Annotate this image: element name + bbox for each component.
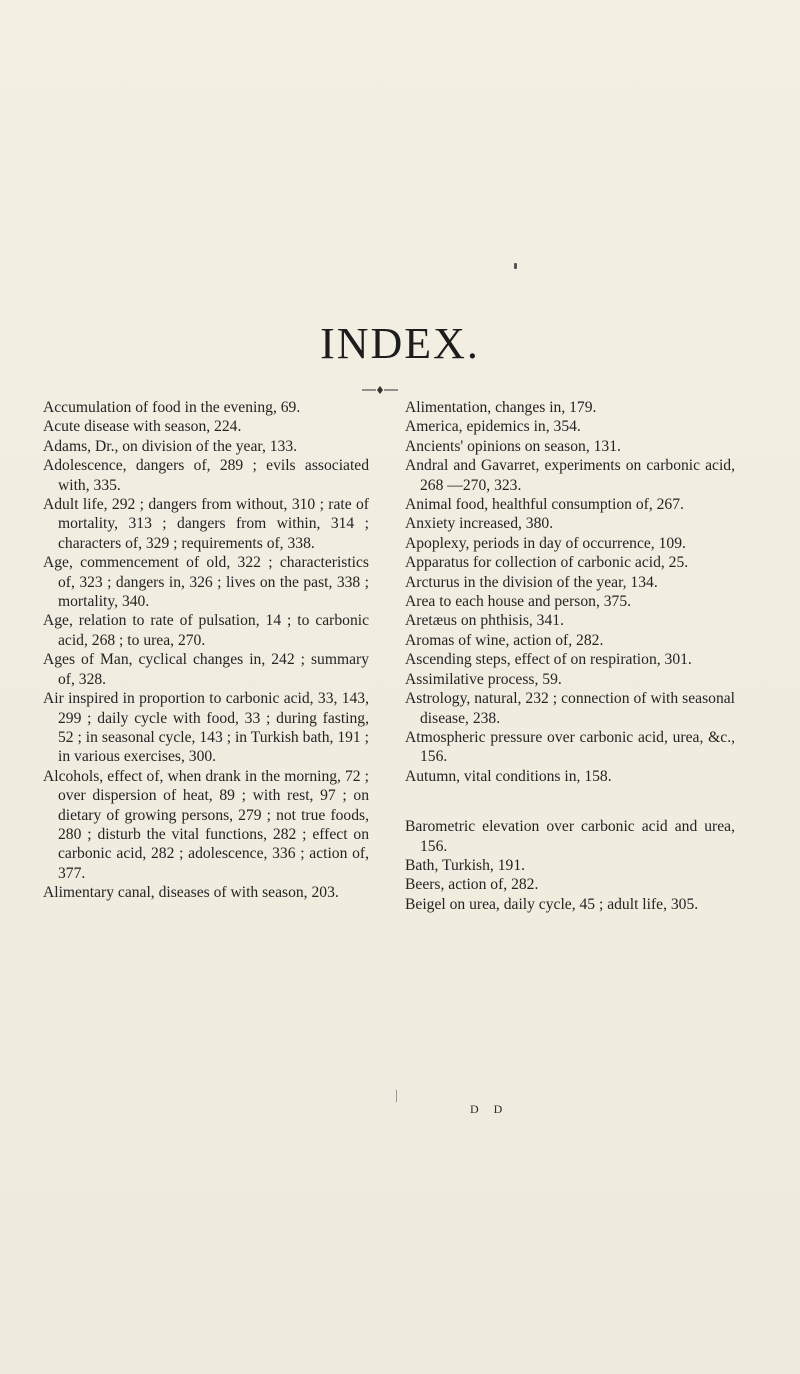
index-entry: Atmospheric pressure over carbonic acid, urea, &c., 156. [405,728,735,766]
index-entry: Ascending steps, effect of on respiration, 301. [405,651,692,669]
index-entry: Acute disease with season, 224. [43,418,242,436]
index-entry: Accumulation of food in the evening, 69. [43,399,301,416]
index-entry: Adams, Dr., on division of the year, 133. [43,437,298,455]
index-entry: Air inspired in proportion to carbonic acid, 33, 143, 299 ; daily cycle with food, 33 ; during fasting, 52 ; in seasonal cycle, 143 ; in Turkish bath, 191 ; in various exercises, 300. [43,690,369,766]
index-entry: Assimilative process, 59. [405,670,562,688]
index-column-left [43,398,369,903]
index-entry: Aretæus on phthisis, 341. [405,612,564,630]
index-entry: Age, commencement of old, 322 ; characteristics of, 323 ; dangers in, 326 ; lives on the past, 338 ; mortality, 340. [43,554,369,611]
index-entry: Adolescence, dangers of, 289 ; evils associated with, 335. [43,457,369,494]
index-entry: Andral and Gavarret, experiments on carbonic acid, 268 —270, 323. [405,457,735,494]
index-entry: Autumn, vital conditions in, 158. [405,767,612,785]
index-entry: Ages of Man, cyclical changes in, 242 ; summary of, 328. [43,651,369,688]
index-entry: America, epidemics in, 354. [405,418,581,436]
index-entry: Alcohols, effect of, when drank in the morning, 72 ; over dispersion of heat, 89 ; with rest, 97 ; on dietary of growing persons, 279 ; not true foods, 280 ; disturb the vital functions, 282 ; effect on carbonic acid, 282 ; adolescence, 336 ; action of, 377. [43,767,369,882]
ink-speck [514,263,517,269]
index-entry: Apoplexy, periods in day of occurrence, 109. [405,534,686,552]
index-entry: Beigel on urea, daily cycle, 45 ; adult life, 305. [405,895,699,913]
index-entry: Barometric elevation over carbonic acid and urea, 156. [405,818,735,855]
letter-section-gap [405,786,735,817]
index-entry: Arcturus in the division of the year, 134. [405,573,658,591]
index-entry: Apparatus for collection of carbonic acid, 25. [405,554,689,572]
index-entry: Aromas of wine, action of, 282. [405,631,604,649]
page-title: INDEX. [320,319,480,368]
index-entry: Astrology, natural, 232 ; connection of with seasonal disease, 238. [405,690,735,727]
index-entry: Alimentation, changes in, 179. [405,399,597,416]
index-entry: Area to each house and person, 375. [405,593,632,611]
title-ornament [360,385,400,395]
index-entry: Ancients' opinions on season, 131. [405,437,621,455]
index-entry: Anxiety increased, 380. [405,515,554,533]
index-entry: Beers, action of, 282. [405,876,539,894]
index-entry: Bath, Turkish, 191. [405,856,526,874]
index-entry: Adult life, 292 ; dangers from without, 310 ; rate of mortality, 313 ; dangers from within, 314 ; characters of, 329 ; requirements of, 338. [43,496,369,552]
index-column-right [405,398,735,914]
index-entry: Alimentary canal, diseases of with season, 203. [43,884,339,902]
gutter-mark [396,1090,397,1102]
index-entry: Animal food, healthful consumption of, 267. [405,496,684,514]
index-entry: Age, relation to rate of pulsation, 14 ; to carbonic acid, 268 ; to urea, 270. [43,612,369,649]
printer-signature: D D [470,1102,509,1116]
